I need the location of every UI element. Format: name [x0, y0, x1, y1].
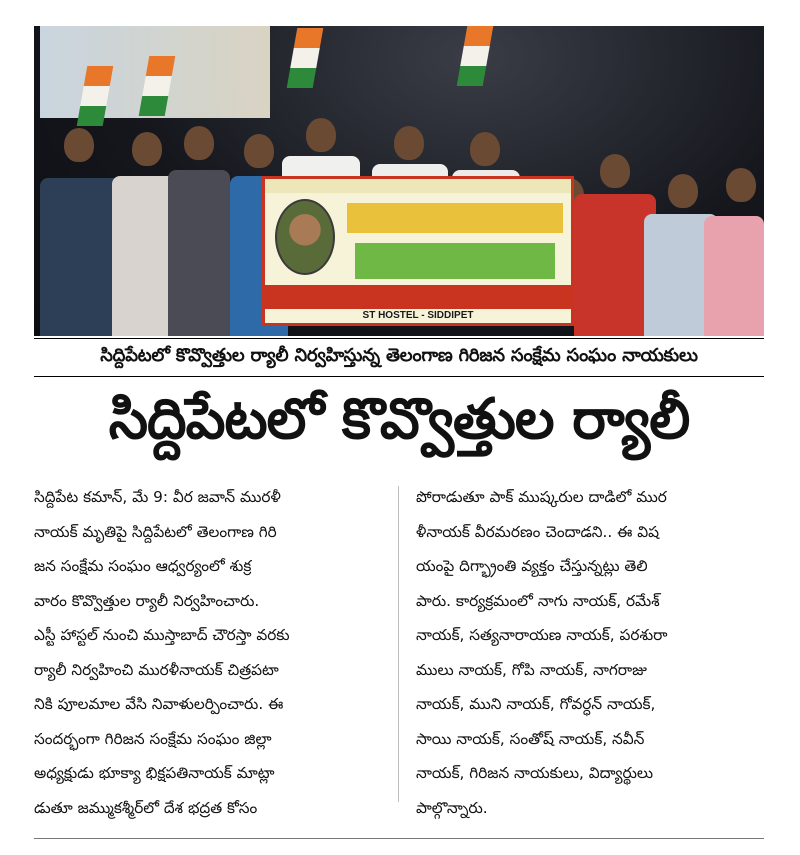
- article-column-right: [416, 480, 776, 825]
- article-line: ములు నాయక్, గోపి నాయక్, నాగరాజు: [416, 660, 647, 679]
- article-line: పోరాడుతూ పాక్ ముష్కరుల దాడిలో ముర: [416, 488, 667, 506]
- article-line: జన సంక్షేమ సంఘం ఆధ్వర్యంలో శుక్ర: [34, 557, 252, 575]
- article-line: డుతూ జమ్ముకశ్మీర్‌లో దేశ భద్రత కోసం: [34, 798, 258, 817]
- article-line: నికి పూలమాల వేసి నివాళులర్పించారు. ఈ: [34, 695, 284, 713]
- headline: సిద్దిపేటలో కొవ్వొత్తుల ర్యాలీ: [108, 386, 690, 452]
- article-line: యంపై దిగ్భ్రాంతి వ్యక్తం చేస్తున్నట్లు తెలి: [416, 557, 648, 575]
- article-line: సందర్భంగా గిరిజన సంక్షేమ సంఘం జిల్లా: [34, 729, 272, 748]
- article-line: నాయక్, గిరిజన నాయకులు, విద్యార్థులు: [416, 764, 654, 782]
- rally-banner: [262, 176, 574, 326]
- article-line: నాయక్, సత్యనారాయణ నాయక్, పరశురా: [416, 626, 668, 644]
- news-photo: [34, 26, 764, 336]
- article-line: ర్యాలీ నిర్వహించి మురళీనాయక్ చిత్రపటా: [34, 660, 279, 679]
- column-divider: [398, 486, 399, 802]
- photo-caption: సిద్దిపేటలో కొవ్వొత్తుల ర్యాలీ నిర్వహిస్తున్న తెలంగాణ గిరిజన సంక్షేమ సంఘం నాయకులు: [100, 344, 698, 366]
- article-line: అధ్యక్షుడు భూక్యా భిక్షపతినాయక్ మాట్లా: [34, 764, 275, 782]
- caption-top-rule: [34, 338, 764, 339]
- flag-graphic: [457, 26, 494, 86]
- article-column-left: [34, 480, 394, 825]
- article-line: వారం కొవ్వొత్తుల ర్యాలీ నిర్వహించారు.: [34, 591, 260, 610]
- article-line: ఎస్టీ హాస్టల్ నుంచి ముస్తాబాద్ చౌరస్తా వరకు: [34, 626, 290, 644]
- soldier-portrait: [275, 199, 335, 275]
- caption-bottom-rule: [34, 376, 764, 377]
- article-line: నాయక్, ముని నాయక్, గోవర్ధన్ నాయక్,: [416, 695, 656, 713]
- article-line: ళీనాయక్ వీరమరణం చెందాడని.. ఈ విష: [416, 522, 659, 541]
- article-line: నాయక్ మృతిపై సిద్దిపేటలో తెలంగాణ గిరి: [34, 522, 277, 541]
- article-line: సాయి నాయక్, సంతోష్ నాయక్, నవీన్: [416, 729, 645, 748]
- flag-graphic: [287, 28, 324, 88]
- bottom-rule: [34, 838, 764, 839]
- article-line: పాల్గొన్నారు.: [416, 798, 488, 817]
- banner-hostel-text: ST HOSTEL - SIDDIPET: [362, 310, 474, 321]
- article-line: సిద్దిపేట కమాన్, మే 9: వీర జవాన్ మురళీ: [34, 488, 281, 506]
- article-line: పారు. కార్యక్రమంలో నాగు నాయక్, రమేశ్: [416, 591, 660, 610]
